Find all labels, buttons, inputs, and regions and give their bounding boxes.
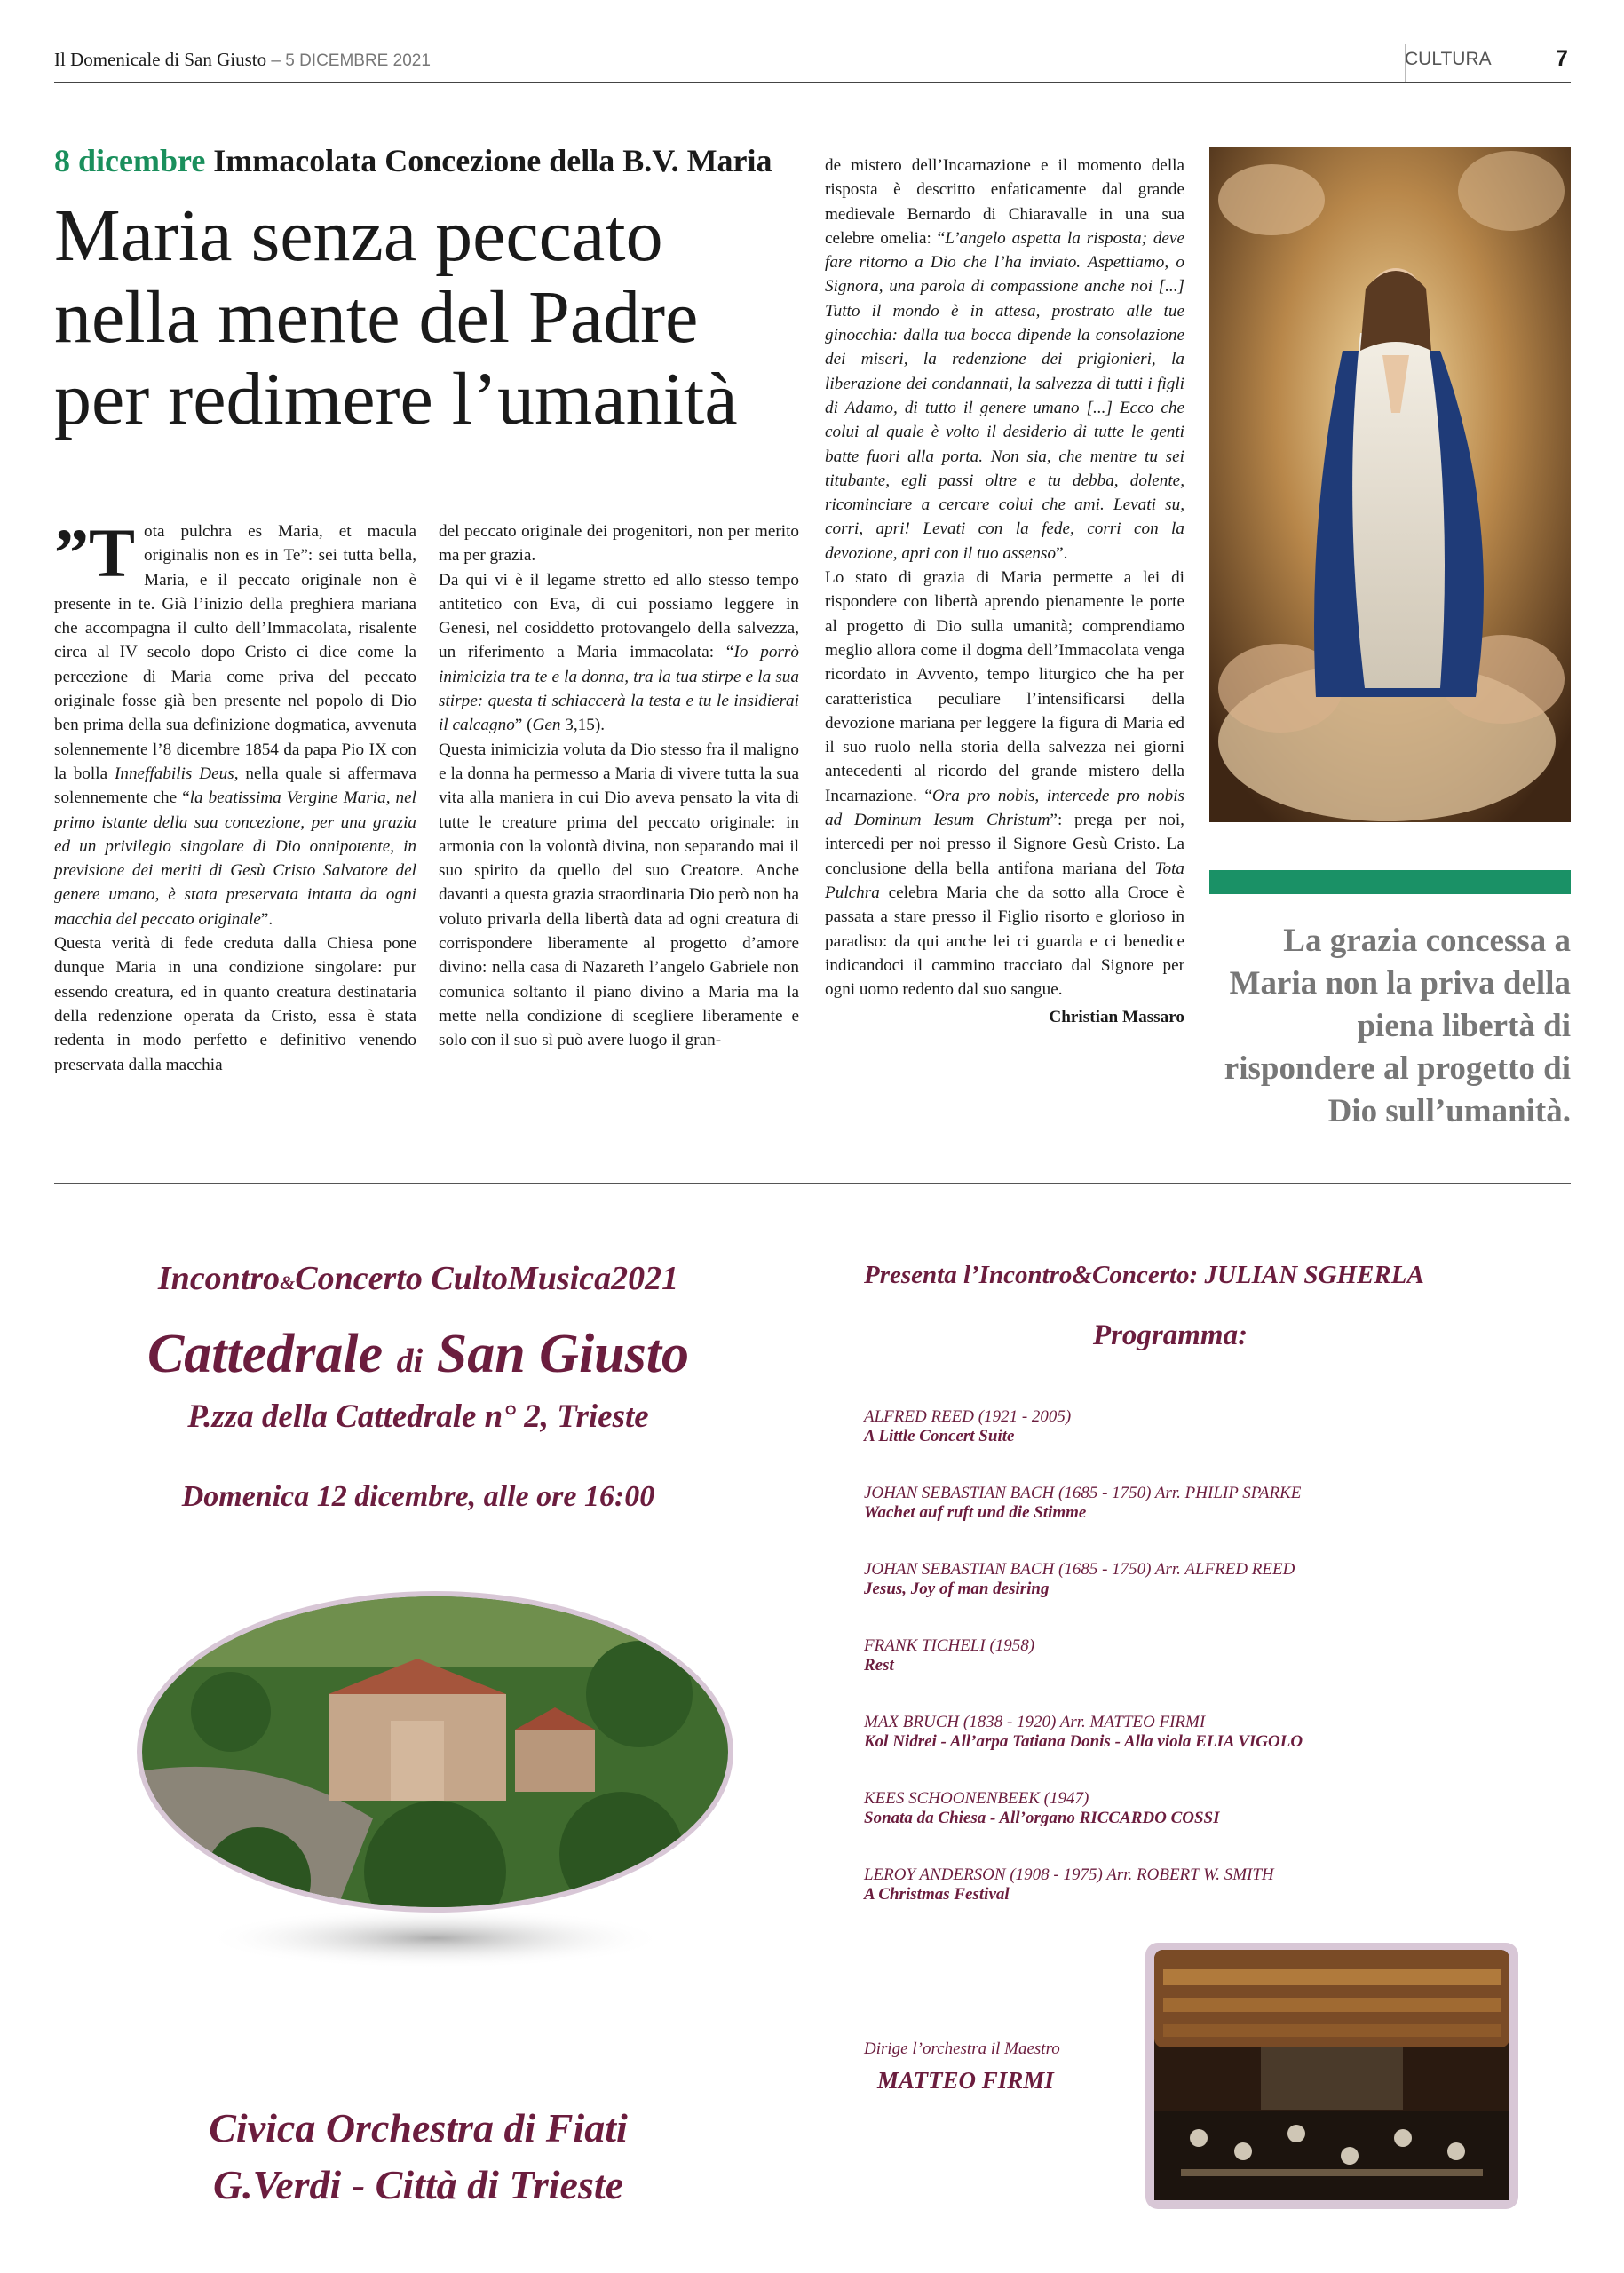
- program-item: [864, 1484, 1574, 1560]
- header-rule: [54, 82, 1571, 83]
- drop-cap: ”T: [54, 514, 136, 591]
- program-item: [864, 1713, 1574, 1789]
- body-text: ota pulchra es Maria, et macula originalis non es in Te”: sei tutta bella, Maria, e il peccato originale non è presente in te. Già l’inizio della preghiera mariana che accompagna il culto dell’Immacolata, risalente circa al IV secolo dopo Cristo ci dice come la percezione di Maria come priva del peccato originale fosse già ben presente nel popolo di Dio ben prima della sua definizione dogmatica, avvenuta solennemente l’8 dicembre 1854 da papa Pio IX con la bolla: [54, 522, 416, 783]
- program-item: [864, 1407, 1574, 1484]
- cathedral-aerial-photo: [124, 1588, 746, 1978]
- body-text: Da qui vi è il legame stretto ed allo stesso tempo antitetico con Eva, di cui possiamo leggere in Genesi, nel cosiddetto protovangelo della salvezza, un riferimento a Maria immacolata: “: [439, 570, 799, 662]
- article-column-3: [825, 154, 1184, 1030]
- headline: [54, 195, 809, 440]
- body-paragraph: Questa inimicizia voluta da Dio stesso fra il maligno e la donna ha permesso a Maria di vivere tutta la sua vita alla maniera in cui Dio aveva pensato la vita di tutte le creature prima del peccato originale: in armonia con la volontà divina, non separando mai il suo spirito da quello del suo Creatore. Anche davanti a questa grazia straordinaria Dio però non ha voluto privarla della libertà data ad ogni creatura di corrispondere liberamente al progetto d’amore divino: nella casa di Nazareth l’angelo Gabriele non comunica soltanto il piano divino a Maria ma la mette nella condizione di scegliere liberamente e solo con il suo sì può avere luogo il gran-: [439, 740, 799, 1050]
- quote-text: Io porrò inimicizia tra te e la donna, tra la tua stirpe e la sua stirpe: questa ti schiaccerà la testa e tu le insidierai il calcagno: [439, 643, 799, 735]
- body-text: celebra Maria che da sotto alla Croce è passata a stare presso il Figlio risorto e glorioso in paradiso: da qui anche lei ci guarda e ci benedice indicandoci il cammino tracciato dal Signore per ogni uomo redento dal suo sangue.: [825, 883, 1185, 1000]
- program-composer: ALFRED REED (1921 - 2005): [864, 1407, 1072, 1426]
- kicker-date: 8 dicembre: [54, 143, 206, 178]
- author-signature: Christian Massaro: [1049, 1008, 1184, 1027]
- quote-text: la beatissima Vergine Maria, nel primo istante della sua concezione, per una grazia ed un privilegio singolare di Dio onnipotente, in previsione dei meriti di Gesù Cristo Salvatore del genere umano, è stata preservata intatta da ogni macchia del peccato originale: [54, 788, 416, 929]
- section-label: CULTURA: [1405, 49, 1492, 69]
- conductor-name: MATTEO FIRMI: [877, 2067, 1054, 2094]
- headline-line: Maria senza peccato: [54, 194, 663, 277]
- body-text: ”.: [1056, 543, 1068, 563]
- publication-name: Il Domenicale di San Giusto: [54, 49, 267, 70]
- body-text: Lo stato di grazia di Maria permette a lei di rispondere con libertà aprendo pienamente le porte al progetto di Dio sulla umanità; comprendiamo meglio allora come il dogma dell’Immacolata venga ricordato in Avvento, tempo liturgico che ha per caratteristica peculiare l’intensificarsi della devozione mariana per leggere la figura di Maria ed il suo ruolo nella storia della salvezza nei giorni antecedenti al ricordo del grande mistero della Incarnazione. “: [825, 568, 1184, 805]
- immaculate-conception-painting: [1209, 147, 1571, 822]
- program-list: [864, 1407, 1574, 1942]
- venue-part: San Giusto: [436, 1324, 690, 1384]
- program-item: [864, 1865, 1574, 1942]
- kicker-text: Immacolata Concezione della B.V. Maria: [213, 143, 772, 178]
- program-item: [864, 1789, 1574, 1865]
- body-text: ”.: [260, 909, 273, 929]
- program-composer: FRANK TICHELI (1958): [864, 1636, 1035, 1655]
- program-composer: MAX BRUCH (1838 - 1920) Arr. MATTEO FIRMI: [864, 1713, 1206, 1731]
- program-work: A Christmas Festival: [864, 1885, 1010, 1904]
- issue-date: – 5 DICEMBRE 2021: [271, 51, 431, 70]
- pull-quote: La grazia concessa a Maria non la priva della piena libertà di rispondere al progetto di Dio sull’umanità.: [1224, 923, 1571, 1129]
- orchestra-line: Civica Orchestra di Fiati: [209, 2105, 628, 2150]
- quote-text: L’angelo aspetta la risposta; deve fare ritorno a Dio che l’ha inviato. Aspettiamo, o Signora, una parola di compassione anche noi [...] Tutto il mondo è in attesa, prostrato alle tue ginocchia: dalla tua bocca dipende la consolazione dei miseri, la redenzione dei prigionieri, la liberazione dei condannati, la salvezza di tutti i figli di Adamo, di tutto il genere umano [...] Ecco che colui al quale è volto il desiderio di tutte le genti batte fuori alla porta. Non sia, che mentre tu sei titubante, egli passi oltre e tu debba, dolente, ricominciare a cercare colui che ami. Levati su, corri, apri! Levati con la fede, corri con la devozione, apri con il tuo assenso: [825, 228, 1184, 563]
- program-work: Sonata da Chiesa - All’organo RICCARDO COSSI: [864, 1809, 1220, 1827]
- orchestra-concert-photo: [1145, 1943, 1518, 2209]
- program-composer: KEES SCHOONENBEEK (1947): [864, 1789, 1089, 1808]
- program-composer: JOHAN SEBASTIAN BACH (1685 - 1750) Arr. PHILIP SPARKE: [864, 1484, 1302, 1502]
- page-number: 7: [1556, 46, 1568, 71]
- title-part: Incontro: [157, 1260, 281, 1297]
- headline-line: nella mente del Padre: [54, 276, 699, 359]
- body-text: ” (: [514, 716, 533, 735]
- venue-part: Cattedrale: [147, 1324, 384, 1384]
- program-heading: Programma:: [1092, 1319, 1248, 1351]
- section-divider: [54, 1183, 1571, 1184]
- body-text: , nella quale si affermava solennemente che “: [54, 764, 417, 808]
- article-column-2: [439, 519, 799, 1053]
- program-work: Kol Nidrei - All’arpa Tatiana Donis - Alla viola ELIA VIGOLO: [864, 1732, 1303, 1751]
- program-work: Jesus, Joy of man desiring: [864, 1580, 1050, 1598]
- body-text: 3,15).: [560, 716, 606, 735]
- accent-bar: [1209, 870, 1571, 894]
- body-text: ”: prega per noi, intercedi per noi presso il Signore Gesù Cristo. La conclusione della bella antifona mariana del: [825, 811, 1184, 878]
- program-composer: LEROY ANDERSON (1908 - 1975) Arr. ROBERT W. SMITH: [864, 1865, 1274, 1884]
- venue-name: [54, 1323, 782, 1386]
- body-paragraph: del peccato originale dei progenitori, non per merito ma per grazia.: [439, 522, 799, 566]
- running-header: [54, 49, 431, 71]
- bull-name: Inneffabilis Deus: [114, 764, 234, 783]
- conductor-label: Dirige l’orchestra il Maestro: [864, 2039, 1060, 2058]
- headline-line: per redimere l’umanità: [54, 358, 738, 440]
- program-composer: JOHAN SEBASTIAN BACH (1685 - 1750) Arr. ALFRED REED: [864, 1560, 1295, 1579]
- title-part: Concerto CultoMusica2021: [295, 1260, 679, 1297]
- venue-part: di: [396, 1342, 424, 1380]
- program-work: Rest: [864, 1656, 894, 1675]
- antiphon-title: Tota Pulchra: [825, 859, 1184, 902]
- quote-text: Ora pro nobis, intercede pro nobis ad Dominum Iesum Christum: [825, 786, 1184, 830]
- body-paragraph: Questa verità di fede creduta dalla Chiesa pone dunque Maria in una condizione singolare: pur essendo creatura, ed in quanto creatura destinataria della redenzione operata da Cristo, essa è stata redenta in modo perfetto e definitivo venendo preservata dalla macchia: [54, 934, 416, 1074]
- event-date: Domenica 12 dicembre, alle ore 16:00: [181, 1480, 655, 1513]
- bible-ref: Gen: [532, 716, 561, 735]
- title-ampersand: &: [280, 1271, 296, 1294]
- presenter-line: Presenta l’Incontro&Concerto: JULIAN SGHERLA: [864, 1261, 1424, 1289]
- body-text: de mistero dell’Incarnazione e il momento della risposta è descritto enfaticamente dal grande medievale Bernardo di Chiaravalle in una sua celebre omelia: “: [825, 156, 1184, 248]
- concert-title: [54, 1259, 782, 1298]
- program-item: [864, 1636, 1574, 1713]
- article-kicker: [54, 142, 772, 179]
- venue-address: P.zza della Cattedrale n° 2, Trieste: [187, 1398, 649, 1435]
- orchestra-line: G.Verdi - Città di Trieste: [212, 2162, 624, 2207]
- article-column-1: [54, 514, 417, 1077]
- program-work: A Little Concert Suite: [864, 1427, 1015, 1445]
- program-work: Wachet auf ruft und die Stimme: [864, 1503, 1087, 1522]
- program-item: [864, 1560, 1574, 1636]
- orchestra-name: [54, 2100, 782, 2214]
